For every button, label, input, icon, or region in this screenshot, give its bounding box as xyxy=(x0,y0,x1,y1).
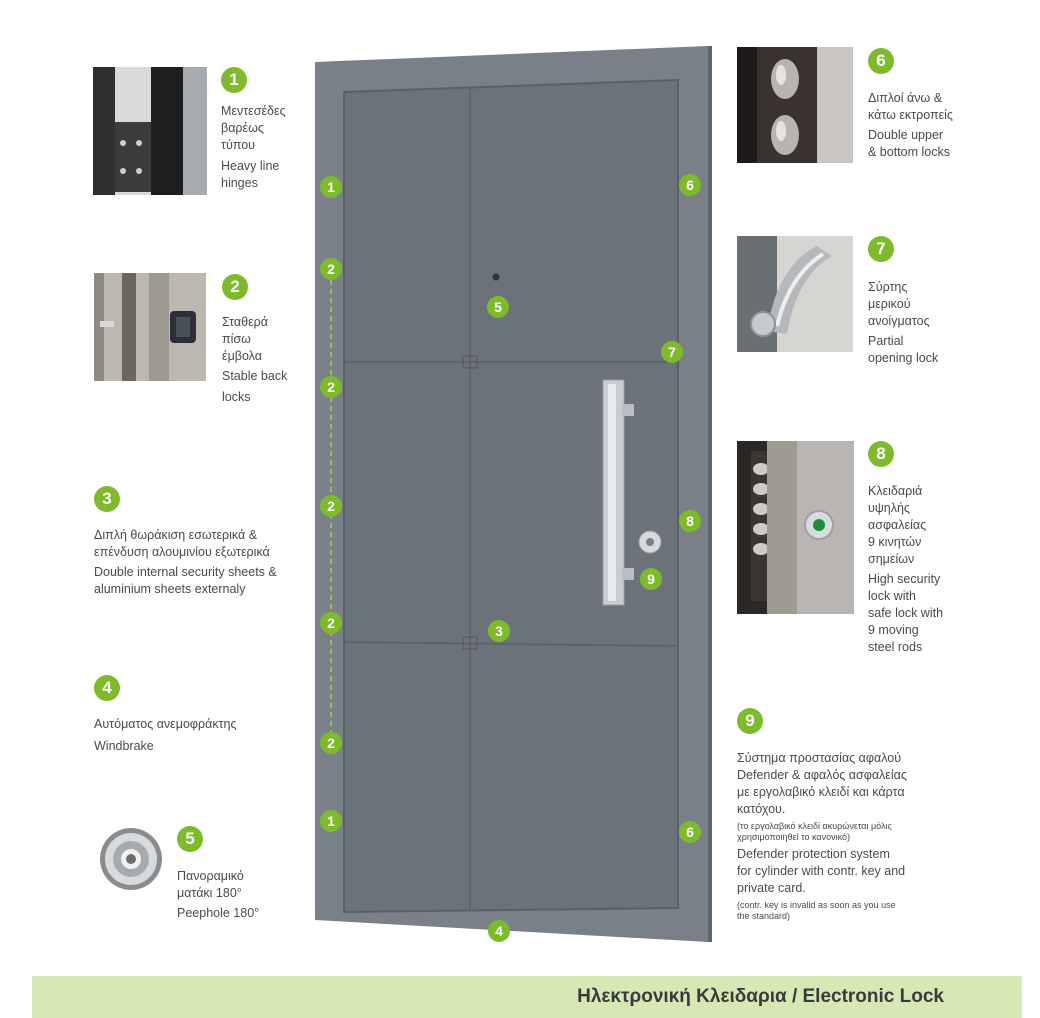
feature-9-en-1: Defender protection system xyxy=(737,847,890,861)
feature-7-gr-3: ανοίγματος xyxy=(868,314,930,328)
feature-7-en-2: opening lock xyxy=(868,351,939,365)
feature-8-gr-4: 9 κινητών xyxy=(868,535,922,549)
feature-9-en-3: private card. xyxy=(737,881,806,895)
feature-8-badge: 8 xyxy=(868,441,894,467)
feature-9-note-gr-1: (το εργολαβικό κλειδί ακυρώνεται μόλις xyxy=(737,821,892,831)
feature-1-gr-2: βαρέως xyxy=(221,121,264,135)
feature-4-badge: 4 xyxy=(94,675,120,701)
feature-8-en-2: lock with xyxy=(868,589,916,603)
feature-3-gr-1: Διπλή θωράκιση εσωτερικά & xyxy=(94,528,258,542)
feature-5-en-1: Peephole 180° xyxy=(177,906,260,920)
feature-8-gr-5: σημείων xyxy=(868,552,915,566)
feature-7-en-1: Partial xyxy=(868,334,904,348)
feature-4-gr-1: Αυτόματος ανεμοφράκτης xyxy=(94,717,237,731)
hinge-photo xyxy=(93,67,207,195)
door-marker-4: 4 xyxy=(488,920,510,942)
door-marker-5: 5 xyxy=(487,296,509,318)
door-marker-6-bottom: 6 xyxy=(679,821,701,843)
door-marker-6-top: 6 xyxy=(679,174,701,196)
feature-8-en-4: 9 moving xyxy=(868,623,919,637)
feature-1-en-2: hinges xyxy=(221,176,258,190)
feature-7-gr-2: μερικού xyxy=(868,297,911,311)
feature-4-text xyxy=(94,716,237,755)
door-marker-2-b: 2 xyxy=(320,376,342,398)
door-marker-2-a: 2 xyxy=(320,258,342,280)
door-marker-2-d: 2 xyxy=(320,612,342,634)
feature-8-gr-1: Κλειδαριά xyxy=(868,484,923,498)
feature-5-gr-1: Πανοραμικό xyxy=(177,869,244,883)
feature-1-gr-1: Μεντεσέδες xyxy=(221,104,286,118)
feature-6-en-2: & bottom locks xyxy=(868,145,950,159)
feature-9-text xyxy=(737,750,907,922)
feature-2-gr-2: πίσω xyxy=(222,332,251,346)
door-illustration xyxy=(300,40,720,960)
feature-3-en-2: aluminium sheets externaly xyxy=(94,582,246,596)
door-marker-1-top: 1 xyxy=(320,176,342,198)
bottom-banner xyxy=(32,976,1022,1018)
feature-7-gr-1: Σύρτης xyxy=(868,280,908,294)
feature-8-gr-2: υψηλής xyxy=(868,501,910,515)
feature-6-gr-1: Διπλοί άνω & xyxy=(868,91,943,105)
feature-1-badge: 1 xyxy=(221,67,247,93)
feature-9-note-en-1: (contr. key is invalid as soon as you use xyxy=(737,900,896,910)
feature-9-gr-1: Σύστημα προστασίας αφαλού xyxy=(737,751,902,765)
feature-8-en-5: steel rods xyxy=(868,640,923,654)
feature-9-gr-4: κατόχου. xyxy=(737,802,786,816)
feature-9-gr-2: Defender & αφαλός ασφαλείας xyxy=(737,768,907,782)
partial-opening-lock-photo xyxy=(737,236,853,352)
feature-1-gr-3: τύπου xyxy=(221,138,256,152)
feature-9-en-2: for cylinder with contr. key and xyxy=(737,864,906,878)
high-security-lock-photo xyxy=(737,441,854,614)
feature-7-badge: 7 xyxy=(868,236,894,262)
feature-3-text xyxy=(94,527,277,598)
door-marker-9: 9 xyxy=(640,568,662,590)
feature-2-en-2: locks xyxy=(222,390,251,404)
feature-3-gr-2: επένδυση αλουμινίου εξωτερικά xyxy=(94,545,270,559)
peephole-photo xyxy=(98,826,164,892)
feature-2-gr-3: έμβολα xyxy=(222,349,262,363)
feature-5-badge: 5 xyxy=(177,826,203,852)
feature-3-badge: 3 xyxy=(94,486,120,512)
feature-6-badge: 6 xyxy=(868,48,894,74)
feature-9-note-en-2: the standard) xyxy=(737,911,791,921)
feature-5-gr-2: ματάκι 180° xyxy=(177,886,242,900)
feature-7-text xyxy=(868,279,938,367)
feature-8-en-1: High security xyxy=(868,572,941,586)
feature-3-en-1: Double internal security sheets & xyxy=(94,565,277,579)
feature-9-badge: 9 xyxy=(737,708,763,734)
feature-1-text xyxy=(221,103,286,192)
feature-2-gr-1: Σταθερά xyxy=(222,315,268,329)
door-marker-3: 3 xyxy=(488,620,510,642)
feature-4-en-1: Windbrake xyxy=(94,739,154,753)
feature-6-en-1: Double upper xyxy=(868,128,944,142)
upper-bottom-locks-photo xyxy=(737,47,853,163)
feature-6-gr-2: κάτω εκτροπείς xyxy=(868,108,953,122)
feature-9-note-gr-2: χρησιμοποιηθεί το κανονικό) xyxy=(737,832,851,842)
feature-5-text xyxy=(177,868,259,922)
door-marker-2-c: 2 xyxy=(320,495,342,517)
door-marker-2-e: 2 xyxy=(320,732,342,754)
banner-title: Ηλεκτρονική Κλειδαρια / Electronic Lock xyxy=(577,986,944,1007)
door-marker-8: 8 xyxy=(679,510,701,532)
back-locks-photo xyxy=(94,273,206,381)
feature-2-text xyxy=(222,314,287,406)
feature-1-en-1: Heavy line xyxy=(221,159,280,173)
feature-8-en-3: safe lock with xyxy=(868,606,944,620)
feature-8-text xyxy=(868,483,943,656)
feature-2-badge: 2 xyxy=(222,274,248,300)
feature-2-en-1: Stable back xyxy=(222,369,288,383)
door-marker-7: 7 xyxy=(661,341,683,363)
feature-8-gr-3: ασφαλείας xyxy=(868,518,927,532)
feature-6-text xyxy=(868,90,953,161)
feature-9-gr-3: με εργολαβικό κλειδί και κάρτα xyxy=(737,785,905,799)
door-marker-1-bottom: 1 xyxy=(320,810,342,832)
